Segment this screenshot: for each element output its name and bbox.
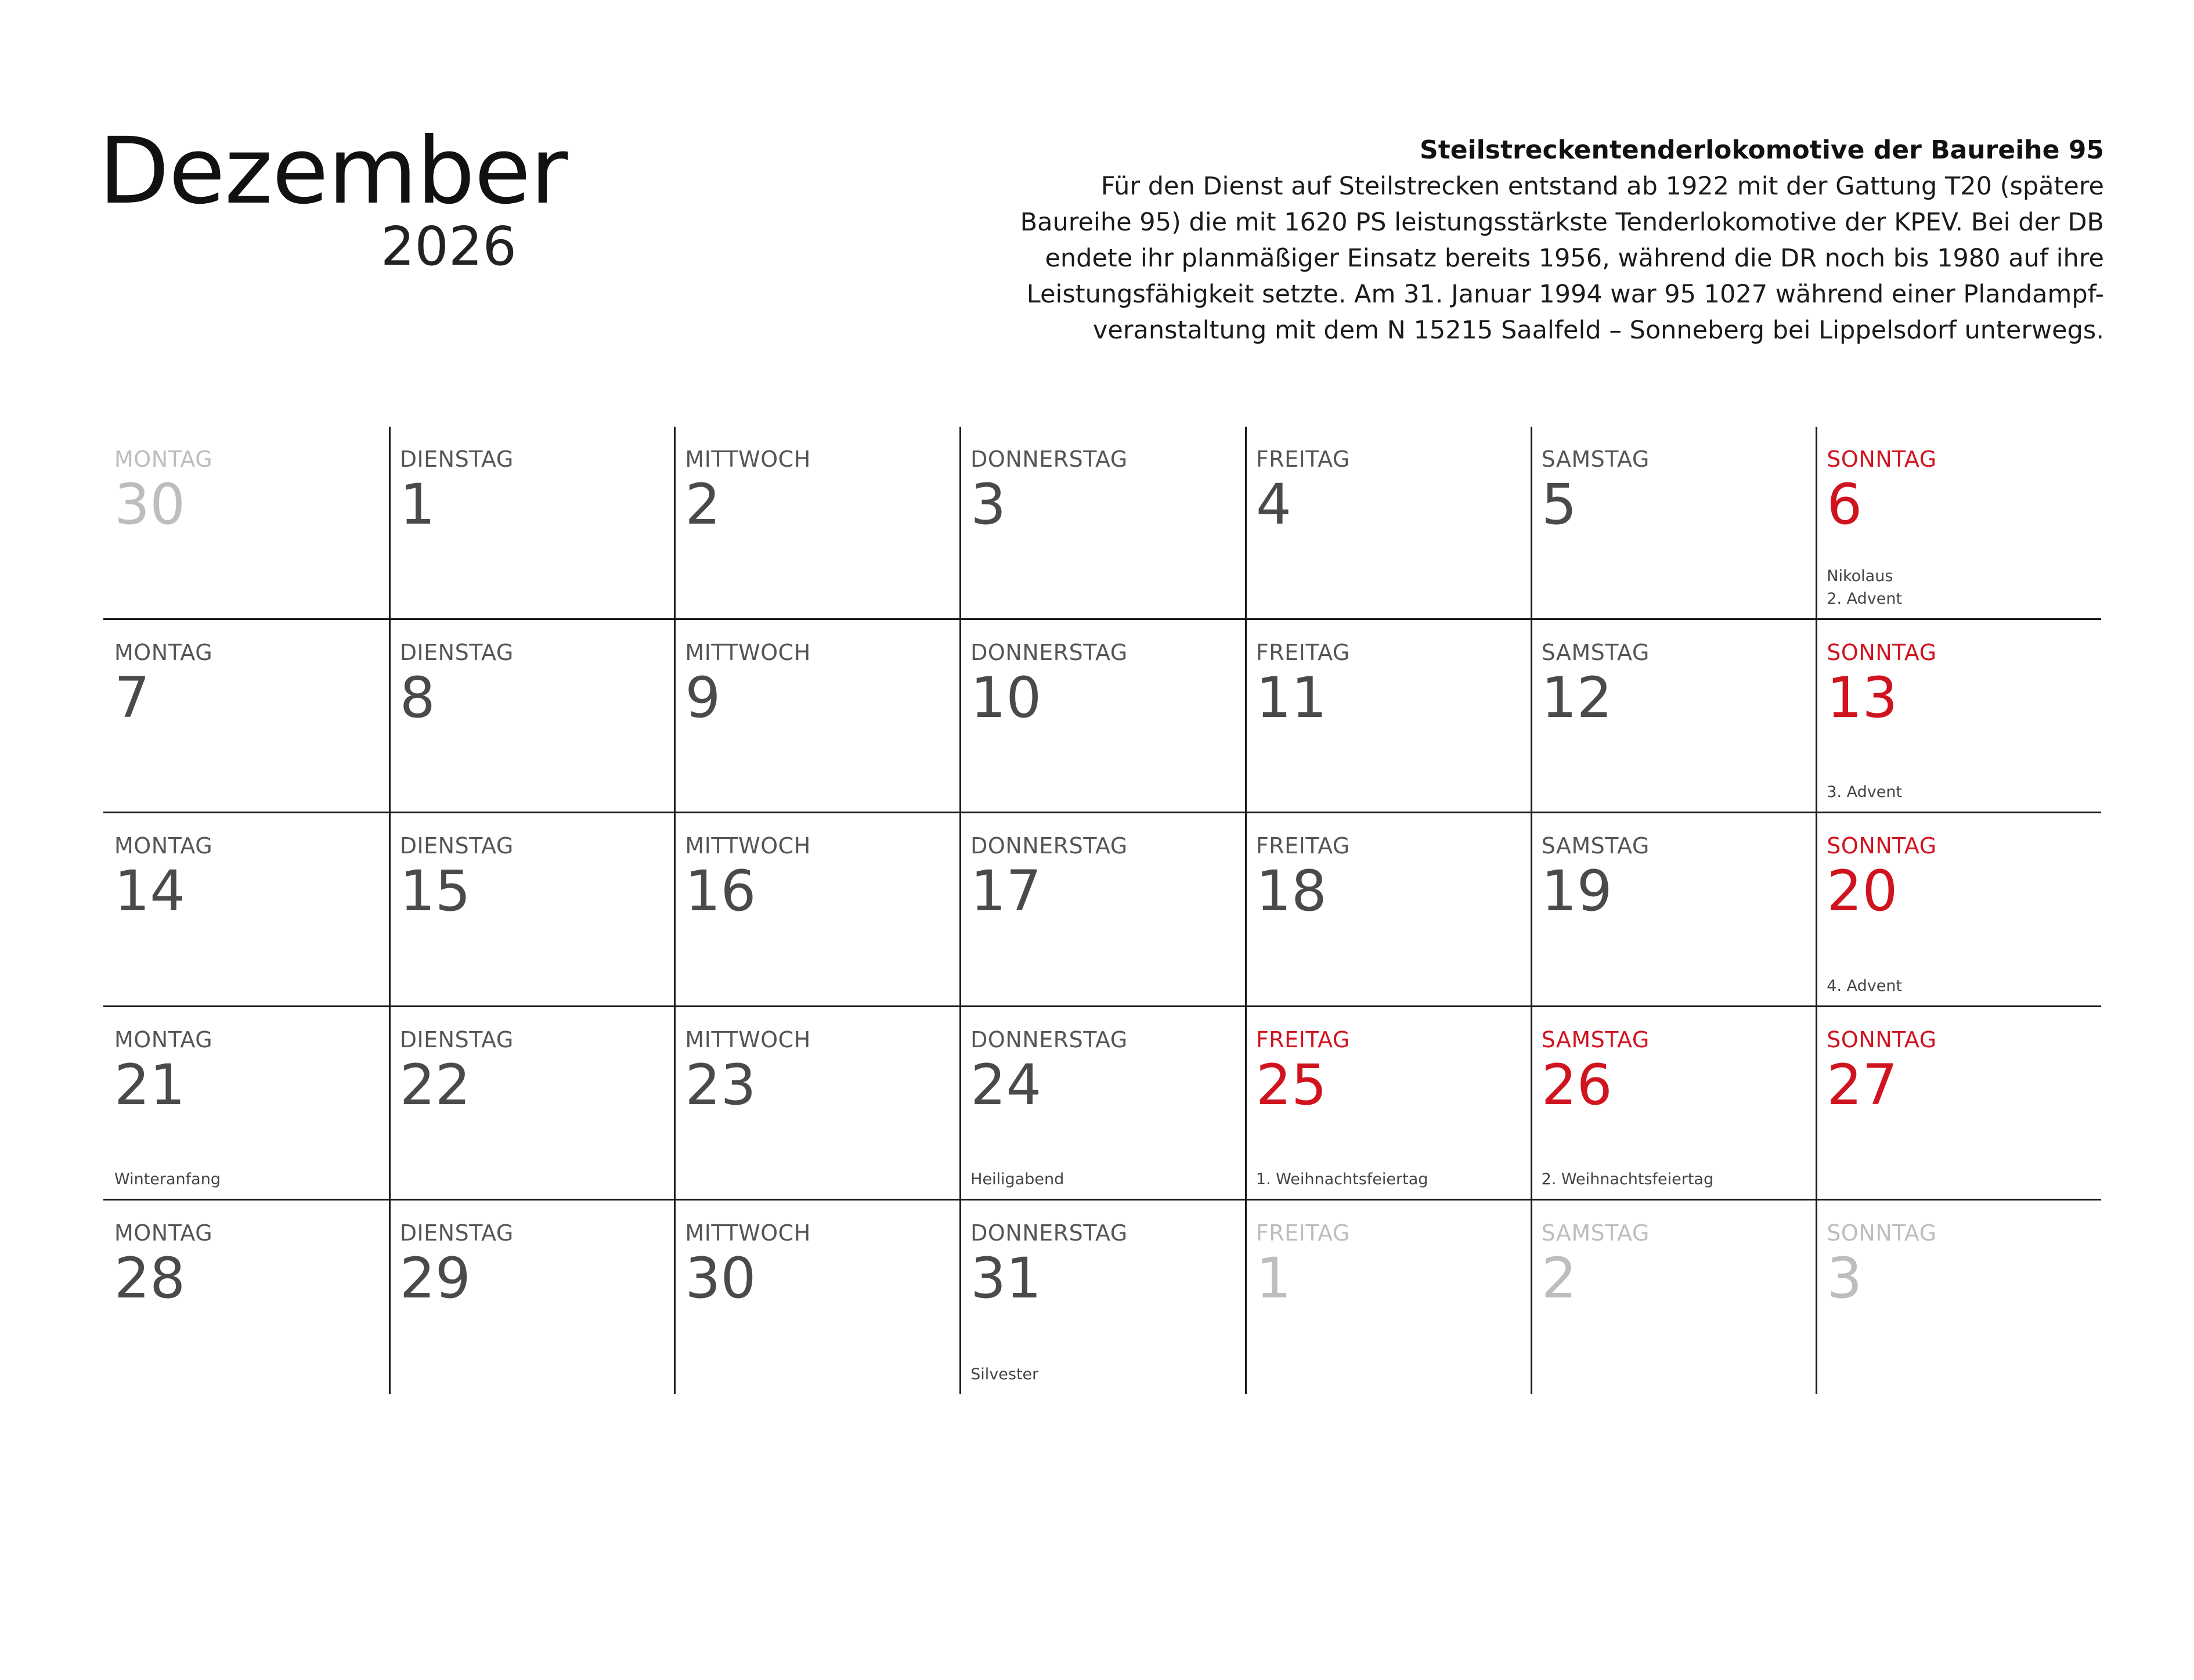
day-number: 26 (1541, 1052, 1612, 1117)
day-note-line: 2. Weihnachtsfeiertag (1541, 1170, 1714, 1188)
day-note-line: 3. Advent (1827, 783, 1903, 802)
day-cell (389, 1007, 674, 1200)
day-note-line: 2. Advent (1827, 590, 1903, 608)
day-cell (1245, 1007, 1531, 1200)
day-note (1827, 975, 1902, 997)
weekday-label: SAMSTAG (1541, 1220, 1650, 1246)
day-number: 3 (1827, 1245, 1863, 1311)
day-number: 7 (114, 665, 150, 731)
day-note-line: 4. Advent (1827, 976, 1903, 995)
day-number: 21 (114, 1052, 186, 1117)
weekday-label: SAMSTAG (1541, 446, 1650, 472)
year-title: 2026 (380, 215, 517, 277)
day-cell (389, 813, 674, 1007)
day-cell (1531, 1007, 1816, 1200)
weekday-label: SONNTAG (1827, 1026, 1937, 1052)
day-number: 15 (399, 859, 471, 924)
day-cell (674, 1200, 959, 1394)
weekday-label: SAMSTAG (1541, 1026, 1650, 1052)
weekday-label: DONNERSTAG (970, 1026, 1128, 1052)
photo-caption (1001, 132, 2104, 348)
day-number: 4 (1255, 472, 1291, 537)
weekday-label: FREITAG (1255, 640, 1350, 666)
weekday-label: DIENSTAG (399, 446, 514, 472)
day-cell (103, 427, 389, 620)
weekday-label: MITTWOCH (685, 833, 811, 859)
day-note (970, 1168, 1064, 1191)
day-note-line: 1. Weihnachtsfeiertag (1255, 1170, 1428, 1188)
day-cell (674, 620, 959, 813)
day-cell (959, 427, 1245, 620)
weekday-label: MITTWOCH (685, 446, 811, 472)
day-note-line: Silvester (970, 1365, 1039, 1383)
weekday-label: MONTAG (114, 1026, 213, 1052)
day-cell (674, 427, 959, 620)
weekday-label: FREITAG (1255, 446, 1350, 472)
day-cell (1245, 427, 1531, 620)
weekday-label: FREITAG (1255, 833, 1350, 859)
day-cell (959, 620, 1245, 813)
day-number: 18 (1255, 859, 1327, 924)
weekday-label: DONNERSTAG (970, 640, 1128, 666)
day-cell (1531, 813, 1816, 1007)
day-number: 1 (1255, 1245, 1291, 1311)
weekday-label: MONTAG (114, 833, 213, 859)
weekday-label: DONNERSTAG (970, 833, 1128, 859)
day-cell (1816, 620, 2101, 813)
weekday-label: DIENSTAG (399, 1220, 514, 1246)
caption-title: Steilstreckentenderlokomotive der Baureihe 95 (1420, 135, 2104, 165)
day-number: 8 (399, 665, 435, 731)
weekday-label: SONNTAG (1827, 640, 1937, 666)
day-cell (103, 1007, 389, 1200)
weekday-label: DONNERSTAG (970, 1220, 1128, 1246)
day-number: 25 (1255, 1052, 1327, 1117)
day-number: 1 (399, 472, 435, 537)
day-number: 27 (1827, 1052, 1898, 1117)
day-note-line: Heiligabend (970, 1170, 1064, 1188)
day-number: 11 (1255, 665, 1327, 731)
day-number: 28 (114, 1245, 186, 1311)
day-cell (1531, 620, 1816, 813)
weekday-label: MITTWOCH (685, 640, 811, 666)
day-number: 9 (685, 665, 721, 731)
day-number: 22 (399, 1052, 471, 1117)
day-number: 30 (114, 472, 186, 537)
weekday-label: DIENSTAG (399, 1026, 514, 1052)
day-note (1827, 781, 1902, 803)
weekday-label: SAMSTAG (1541, 640, 1650, 666)
day-number: 2 (1541, 1245, 1577, 1311)
day-number: 17 (970, 859, 1042, 924)
day-number: 13 (1827, 665, 1898, 731)
day-number: 23 (685, 1052, 756, 1117)
day-cell (1245, 620, 1531, 813)
day-cell (103, 620, 389, 813)
day-number: 6 (1827, 472, 1863, 537)
day-cell (1816, 1007, 2101, 1200)
day-number: 12 (1541, 665, 1612, 731)
day-number: 3 (970, 472, 1006, 537)
day-number: 31 (970, 1245, 1042, 1311)
calendar-grid (103, 427, 2101, 1394)
day-note (1256, 1168, 1428, 1191)
day-number: 10 (970, 665, 1042, 731)
day-cell (1816, 1200, 2101, 1394)
day-cell (959, 1200, 1245, 1394)
weekday-label: SONNTAG (1827, 446, 1937, 472)
day-cell (1245, 1200, 1531, 1394)
day-cell (103, 813, 389, 1007)
day-cell (1816, 427, 2101, 620)
caption-line: veranstaltung mit dem N 15215 Saalfeld – Sonneberg bei Lippelsdorf unterwegs. (1092, 316, 2104, 345)
day-note (114, 1168, 221, 1191)
day-cell (1816, 813, 2101, 1007)
day-number: 5 (1541, 472, 1577, 537)
day-note-line: Nikolaus (1827, 567, 1893, 586)
day-cell (674, 1007, 959, 1200)
day-number: 14 (114, 859, 186, 924)
day-number: 30 (685, 1245, 756, 1311)
caption-line: Leistungsfähigkeit setzte. Am 31. Januar 1994 war 95 1027 während einer Plandampf- (1026, 280, 2104, 309)
month-title-block (99, 118, 568, 277)
caption-line: Für den Dienst auf Steilstrecken entstand ab 1922 mit der Gattung T20 (spätere (1100, 172, 2104, 201)
weekday-label: FREITAG (1255, 1220, 1350, 1246)
weekday-label: DIENSTAG (399, 640, 514, 666)
day-note-line: Winteranfang (114, 1170, 221, 1188)
day-cell (103, 1200, 389, 1394)
weekday-label: SAMSTAG (1541, 833, 1650, 859)
day-number: 2 (685, 472, 721, 537)
day-cell (1531, 427, 1816, 620)
weekday-label: SONNTAG (1827, 1220, 1937, 1246)
day-note (970, 1363, 1038, 1386)
day-cell (1531, 1200, 1816, 1394)
weekday-label: MITTWOCH (685, 1220, 811, 1246)
weekday-label: DONNERSTAG (970, 446, 1128, 472)
day-cell (389, 427, 674, 620)
day-cell (389, 620, 674, 813)
weekday-label: MONTAG (114, 640, 213, 666)
weekday-label: MITTWOCH (685, 1026, 811, 1052)
month-title: Dezember (99, 118, 568, 225)
weekday-label: FREITAG (1255, 1026, 1350, 1052)
day-number: 24 (970, 1052, 1042, 1117)
day-cell (389, 1200, 674, 1394)
day-cell (959, 813, 1245, 1007)
day-cell (674, 813, 959, 1007)
caption-line: endete ihr planmäßiger Einsatz bereits 1956, während die DR noch bis 1980 auf ihre (1045, 244, 2104, 273)
day-cell (959, 1007, 1245, 1200)
day-note (1542, 1168, 1714, 1191)
weekday-label: DIENSTAG (399, 833, 514, 859)
day-number: 29 (399, 1245, 471, 1311)
weekday-label: SONNTAG (1827, 833, 1937, 859)
day-number: 19 (1541, 859, 1612, 924)
day-number: 20 (1827, 859, 1898, 924)
day-number: 16 (685, 859, 756, 924)
caption-line: Baureihe 95) die mit 1620 PS leistungsstärkste Tenderlokomotive der KPEV. Bei der DB (1020, 208, 2104, 237)
day-cell (1245, 813, 1531, 1007)
weekday-label: MONTAG (114, 446, 213, 472)
day-note (1827, 565, 1902, 610)
weekday-label: MONTAG (114, 1220, 213, 1246)
